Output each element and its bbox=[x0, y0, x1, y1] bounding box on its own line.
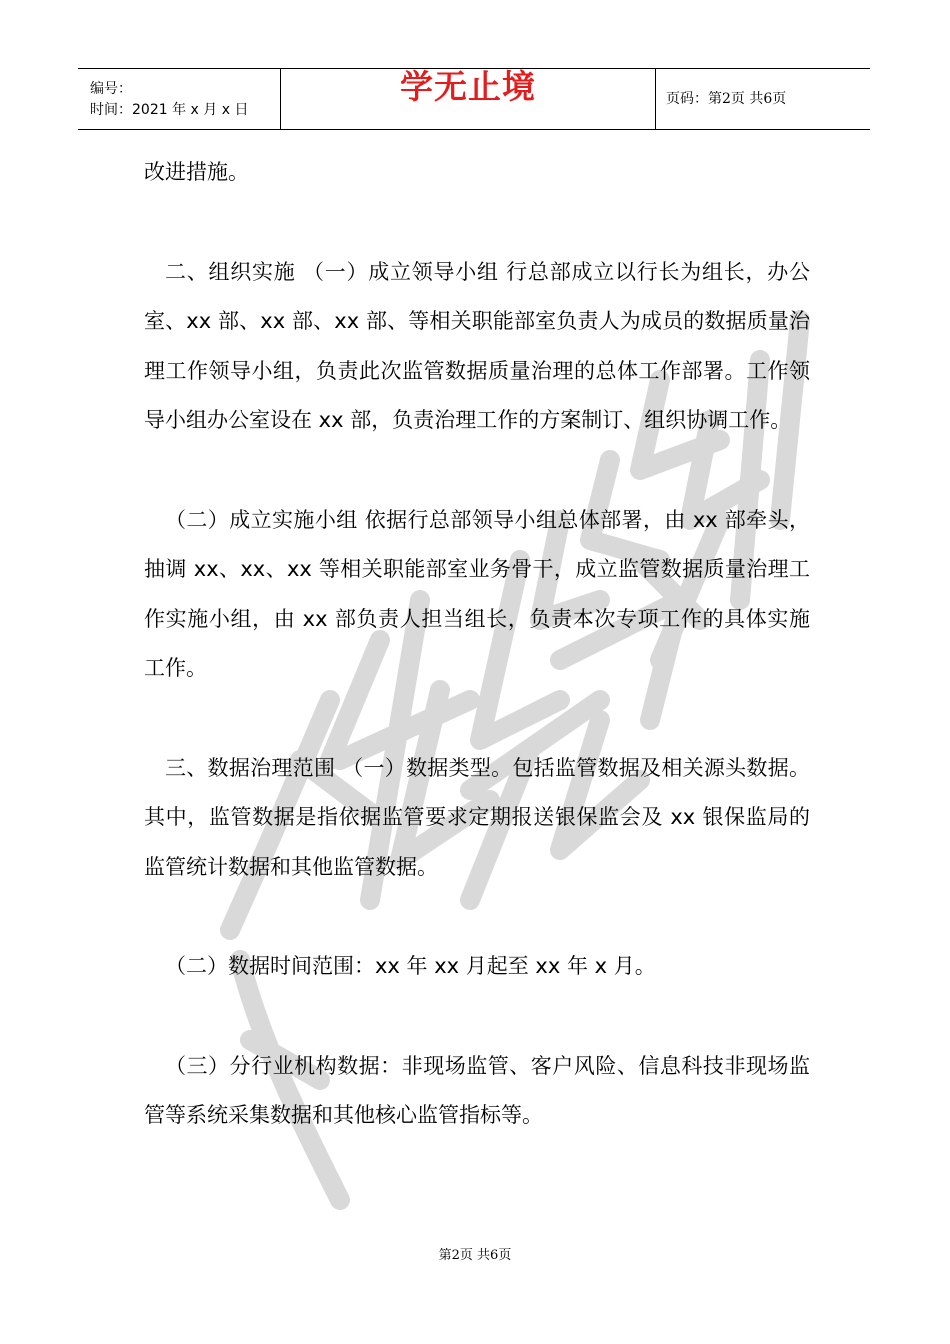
paragraph-gap bbox=[144, 198, 810, 248]
paragraph: （三）分行业机构数据：非现场监管、客户风险、信息科技非现场监管等系统采集数据和其他核心监管指标等。 bbox=[144, 1053, 810, 1127]
paragraph-gap bbox=[144, 446, 810, 496]
header-page-cell bbox=[656, 69, 870, 129]
paragraph-gap bbox=[144, 694, 810, 744]
document-time-label: 时间：2021 年 x 月 x 日 bbox=[90, 102, 249, 118]
paragraph-gap bbox=[144, 892, 810, 942]
paragraph: 三、数据治理范围 （一）数据类型。包括监管数据及相关源头数据。其中，监管数据是指依据监管要求定期报送银保监会及 xx 银保监局的监管统计数据和其他监管数据。 bbox=[144, 755, 810, 879]
paragraph: 二、组织实施 （一）成立领导小组 行总部成立以行长为组长，办公室、xx 部、xx 部、xx 部、等相关职能部室负责人为成员的数据质量治理工作领导小组，负责此次监管数据质量治理的总体工作部署。工作领导小组办公室设在 xx 部，负责治理工作的方案制订、组织协调工作。 bbox=[144, 259, 810, 432]
document-body bbox=[144, 148, 810, 1141]
header-page-number: 页码：第2页 共6页 bbox=[666, 91, 787, 107]
paragraph-gap bbox=[144, 992, 810, 1042]
header-meta-cell bbox=[78, 69, 281, 129]
document-number-label: 编号： bbox=[90, 81, 132, 97]
paragraph: （二）数据时间范围：xx 年 xx 月起至 xx 年 x 月。 bbox=[165, 954, 656, 978]
page-footer: 第2页 共6页 bbox=[438, 1248, 512, 1263]
banner-title: 学无止境 bbox=[400, 67, 536, 106]
paragraph: （二）成立实施小组 依据行总部领导小组总体部署，由 xx 部牵头，抽调 xx、xx、xx 等相关职能部室业务骨干，成立监管数据质量治理工作实施小组，由 xx 部负责人担当组长，负责本次专项工作的具体实施工作。 bbox=[144, 507, 810, 680]
header-banner-cell bbox=[281, 69, 656, 129]
page-header bbox=[78, 68, 870, 130]
paragraph: 改进措施。 bbox=[144, 160, 249, 184]
